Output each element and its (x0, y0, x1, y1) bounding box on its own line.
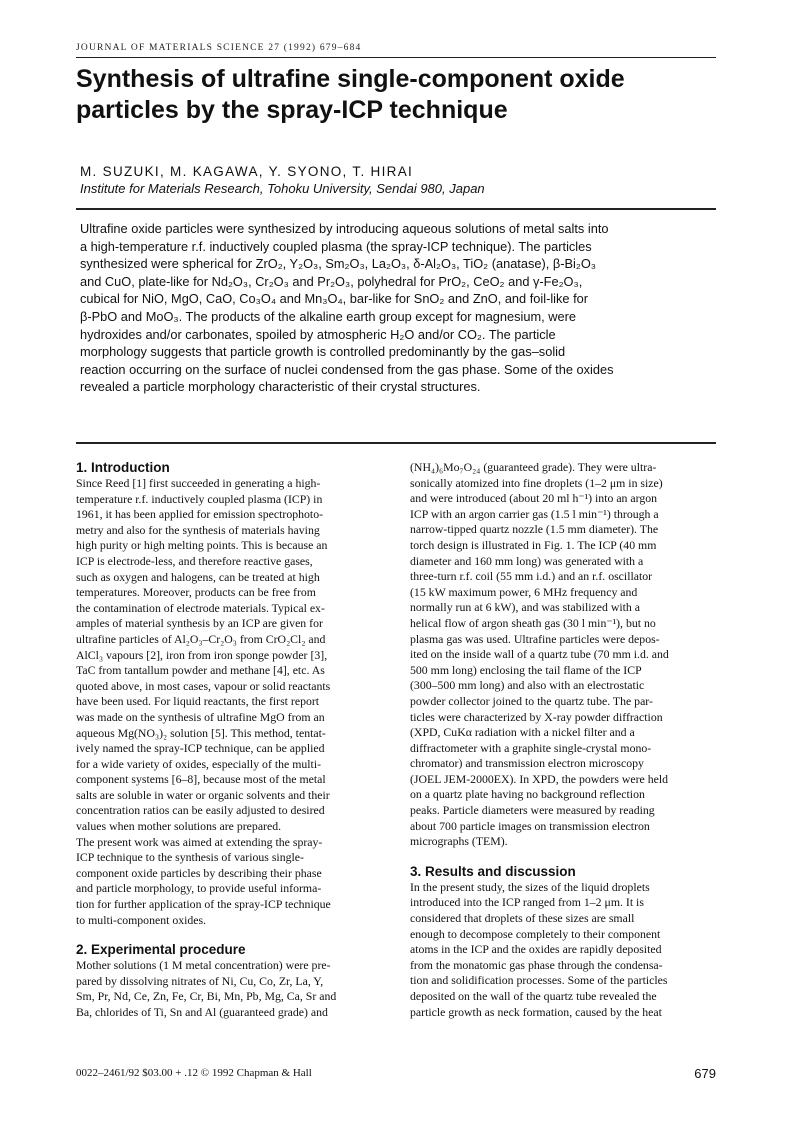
affiliation: Institute for Materials Research, Tohoku University, Sendai 980, Japan (80, 181, 485, 196)
section-heading-experimental: 2. Experimental procedure (76, 942, 246, 958)
section-heading-results: 3. Results and discussion (410, 863, 576, 879)
right-column (410, 460, 716, 1020)
page-number: 679 (694, 1066, 716, 1081)
abstract: Ultrafine oxide particles were synthesized by introducing aqueous solutions of metal salts into a high-temperature r.f. inductively coupled plasma (the spray-ICP technique). The particles synthesized were spherical for ZrO₂, Y₂O₃, Sm₂O₃, La₂O₃, δ-Al₂O₃, TiO₂ (anatase), β-Bi₂O₃ and CuO, plate-like for Nd₂O₃, Cr₂O₃ and Pr₂O₃, polyhedral for PrO₂, CeO₂ and γ-Fe₂O₃, cubical for NiO, MgO, CaO, Co₃O₄ and Mn₃O₄, bar-like for SnO₂ and ZnO, and foil-like for β-PbO and MoO₃. The products of the alkaline earth group except for magnesium, were hydroxides and/or carbonates, spoiled by atmospheric H₂O and/or CO₂. The particle morphology suggests that particle growth is controlled predominantly by the gas–solid reaction occurring on the surface of nuclei condensed from the gas phase. Some of the oxides revealed a particle morphology characteristic of their crystal structures. (80, 221, 614, 395)
section-gap (76, 928, 382, 942)
section-heading-introduction: 1. Introduction (76, 460, 170, 475)
experimental-paragraph-1: Mother solutions (1 M metal concentration) were pre- pared by dissolving nitrates of Ni, Cu, Co, Zr, La, Y, Sm, Pr, Nd, Ce, Zn, Fe, Cr, Bi, Mn, Pb, Mg, Ca, Sr and Ba, chlorides of Ti, Sn and Al (guaranteed grade) and (76, 958, 337, 1019)
header-rule (76, 57, 716, 58)
left-column (76, 460, 382, 1021)
abstract-bottom-rule (76, 442, 716, 444)
article-title: Synthesis of ultrafine single-component oxide particles by the spray-ICP technique (76, 65, 625, 124)
abstract-top-rule (76, 208, 716, 210)
experimental-paragraph-2: (NH₄)₆Mo₇O₂₄ (guaranteed grade). They were ultra- sonically atomized into fine droplets (1–2 μm in size) and were introduced (about 20 ml h⁻¹) into an argon ICP with an argon carrier gas (1.5 l min⁻¹) through a narrow-tipped quartz nozzle (1.5 mm diameter). The torch design is illustrated in Fig. 1. The ICP (40 mm diameter and 160 mm long) was generated with a three-turn r.f. coil (55 mm i.d.) and an r.f. oscillator (15 kW maximum power, 6 MHz frequency and normally run at 6 kW), and was stabilized with a helical flow of argon sheath gas (30 l min⁻¹), but no plasma gas was used. Ultrafine particles were depos- ited on the inside wall of a quartz tube (70 mm i.d. and 500 mm long) enclosing the tail flame of the ICP (300–500 mm long) and also with an electrostatic powder collector joined to the quartz tube. The par- ticles were characterized by X-ray powder diffraction (XPD, CuKα radiation with a nickel filter and a diffractometer with a graphite single-crystal mono- chromator) and transmission electron microscopy (JOEL JEM-2000EX). In XPD, the powders were held on a quartz plate having no background reflection peaks. Particle diameters were measured by reading about 700 particle images on transmission electron micrographs (TEM). (410, 460, 669, 849)
section-gap (410, 850, 716, 864)
introduction-paragraph-1: Since Reed [1] first succeeded in generating a high- temperature r.f. inductively coupled plasma (ICP) in 1961, it has been applied for emission spectrophoto- metry and also for the synthesis of materials having high purity or high melting points. This is because an ICP is electrode-less, and therefore reactive gases, such as oxygen and halogens, can be treated at high temperatures. Moreover, products can be free from the contamination of electrode materials. Typical ex- amples of material synthesis by an ICP are given for ultrafine particles of Al₂O₃–Cr₂O₃ from CrO₂Cl₂ and AlCl₃ vapours [2], iron from iron sponge powder [3], TaC from tantallum powder and methane [4], etc. As quoted above, in most cases, vapour or solid reactants have been used. For liquid reactants, the first report was made on the synthesis of ultrafine MgO from an aqueous Mg(NO₃)₂ solution [5]. This method, tentat- ively named the spray-ICP technique, can be applied for a wide variety of oxides, especially of the multi- component systems [6–8], because most of the metal salts are soluble in water or organic solvents and their concentration ratios can be easily adjusted to desired values when mother solutions are prepared. (76, 476, 331, 834)
footer-code: 0022–2461/92 $03.00 + .12 © 1992 Chapman & Hall (76, 1067, 312, 1079)
results-paragraph-1: In the present study, the sizes of the liquid droplets introduced into the ICP ranged from 1–2 μm. It is considered that droplets of these sizes are small enough to decompose completely to their component atoms in the ICP and the oxides are rapidly deposited from the monatomic gas phase through the condensa- tion and solidification processes. Some of the particles deposited on the wall of the quartz tube revealed the particle growth as neck formation, caused by the heat (410, 879, 668, 1019)
journal-header: JOURNAL OF MATERIALS SCIENCE 27 (1992) 679–684 (76, 43, 362, 53)
author-list: M. SUZUKI, M. KAGAWA, Y. SYONO, T. HIRAI (80, 164, 414, 179)
introduction-paragraph-2: The present work was aimed at extending the spray- ICP technique to the synthesis of various single- component oxide particles by describing their phase and particle morphology, to provide useful informa- tion for further application of the spray-ICP technique to multi-component oxides. (76, 834, 331, 927)
